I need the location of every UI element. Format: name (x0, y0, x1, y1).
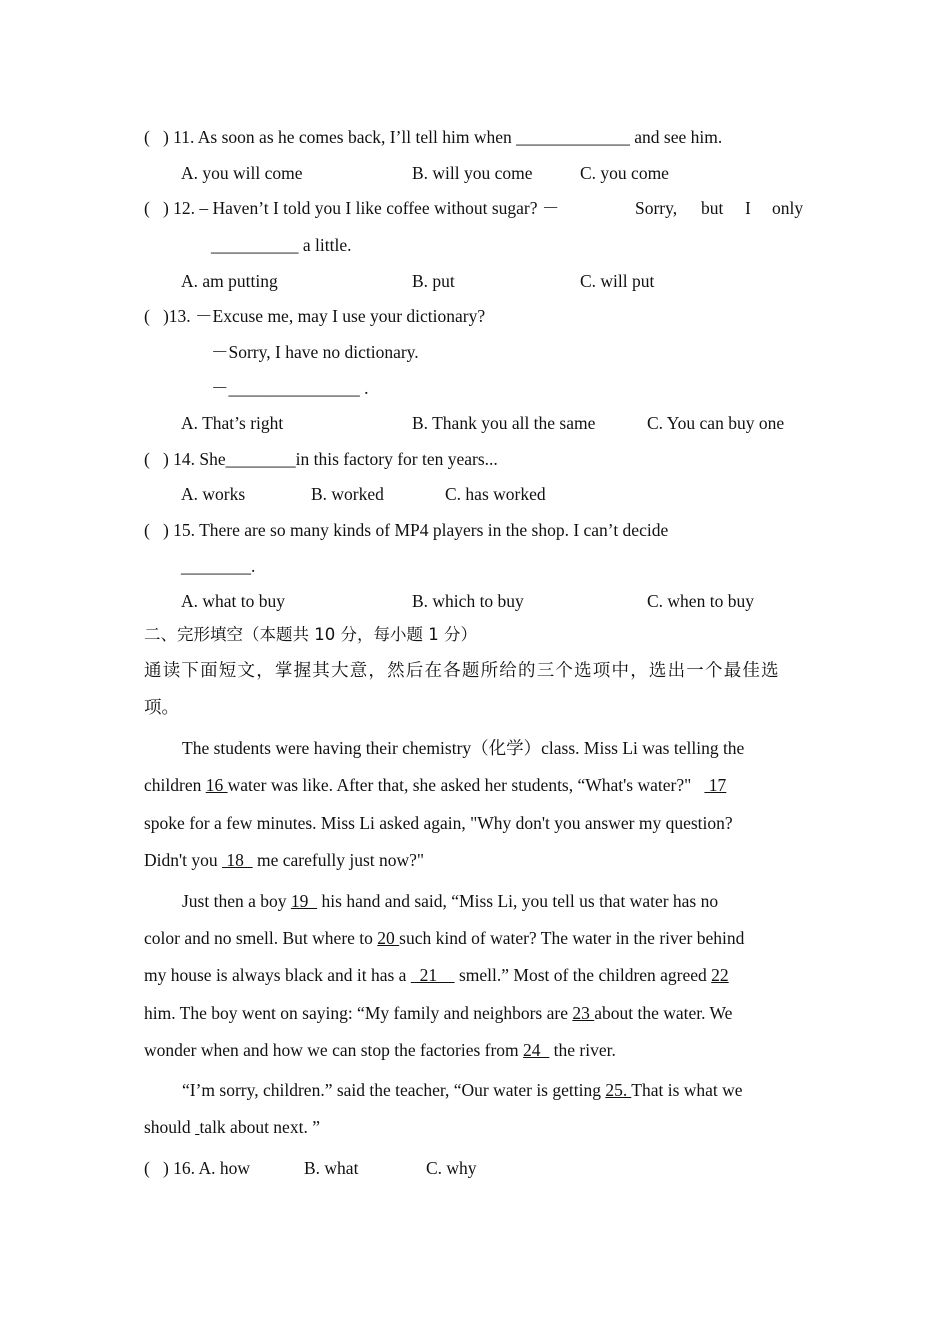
section-instruction-line2: 项。 (144, 698, 179, 718)
q11-stem: ( ) 11. As soon as he comes back, I’ll tell him when _____________ and see him. (144, 127, 723, 147)
passage-p1-line4: Didn't you 18 me carefully just now?" (144, 850, 425, 870)
blank-24: 24 (523, 1040, 550, 1060)
q11-option-c: C. you come (580, 163, 669, 183)
q13-stem-line2: －Sorry, I have no dictionary. (211, 342, 419, 362)
passage-p2-line1: Just then a boy 19 his hand and said, “Miss Li, you tell us that water has no (182, 891, 719, 911)
blank-23: 23 (572, 1003, 595, 1023)
q14-blank: ________ (225, 449, 296, 469)
q15-option-b: B. which to buy (412, 591, 524, 611)
blank-19: 19 (290, 891, 318, 911)
passage-p1-line1: The students were having their chemistry（化学）class. Miss Li was telling the (182, 738, 745, 758)
q12-word-but: but (701, 198, 724, 218)
q12-option-a: A. am putting (181, 271, 278, 291)
q13-stem-line3: －_______________ . (211, 378, 369, 398)
q12-word-i: I (745, 198, 751, 218)
q15-stem-line1: ( ) 15. There are so many kinds of MP4 players in the shop. I can’t decide (144, 520, 669, 540)
q16-option-b: B. what (304, 1158, 359, 1178)
q12-word-only: only (772, 198, 804, 218)
passage-p2-line4: him. The boy went on saying: “My family and neighbors are 23 about the water. We (144, 1003, 733, 1023)
q16-option-c: C. why (426, 1158, 477, 1178)
q14-stem: ( ) 14. She________in this factory for ten years... (144, 449, 498, 469)
q13-option-c: C. You can buy one (647, 413, 785, 433)
passage-p2-line3: my house is always black and it has a 21 smell.” Most of the children agreed 22 (144, 965, 729, 985)
q13-stem-line1: ( )13. －Excuse me, may I use your dictionary? (144, 306, 486, 326)
q16-stem: ( ) 16. A. how (144, 1158, 250, 1178)
q13-option-a: A. That’s right (181, 413, 284, 433)
q14-option-b: B. worked (311, 484, 384, 504)
q12-option-c: C. will put (580, 271, 655, 291)
q12-stem-line1: ( ) 12. – Haven’t I told you I like coffee without sugar? － (144, 198, 560, 218)
q13-option-b: B. Thank you all the same (412, 413, 596, 433)
q12-option-b: B. put (412, 271, 455, 291)
passage-p2-line5: wonder when and how we can stop the factories from 24 the river. (144, 1040, 616, 1060)
q14-option-a: A. works (181, 484, 246, 504)
blank-22: 22 (711, 965, 729, 985)
q15-option-a: A. what to buy (181, 591, 286, 611)
q11-option-a: A. you will come (181, 163, 303, 183)
q12-word-sorry: Sorry, (635, 198, 678, 218)
blank-18: 18 (222, 850, 253, 870)
blank-20: 20 (377, 928, 400, 948)
q15-option-c: C. when to buy (647, 591, 754, 611)
passage-p2-line2: color and no smell. But where to 20 such kind of water? The water in the river behind (144, 928, 745, 948)
section-heading: 二、完形填空（本题共 10 分，每小题 1 分） (144, 625, 477, 644)
section-instruction-line1: 通读下面短文，掌握其大意，然后在各题所给的三个选项中，选出一个最佳选 (144, 661, 780, 681)
passage-p1-line2: children 16 water was like. After that, she asked her students, “What's water?" 17 (144, 775, 727, 795)
passage-p1-line3: spoke for a few minutes. Miss Li asked again, "Why don't you answer my question? (144, 813, 733, 833)
blank-25: 25. (605, 1080, 632, 1100)
passage-p3-line2: should talk about next. ” (144, 1117, 320, 1137)
blank-16: 16 (205, 775, 228, 795)
q15-stem-line2: ________. (181, 556, 256, 576)
q14-option-c: C. has worked (445, 484, 546, 504)
q12-stem-line2: __________ a little. (211, 235, 352, 255)
passage-p3-line1: “I’m sorry, children.” said the teacher, “Our water is getting 25. That is what we (182, 1080, 743, 1100)
blank-21: 21 (410, 965, 455, 985)
blank-17: 17 (704, 775, 727, 795)
q11-option-b: B. will you come (412, 163, 533, 183)
